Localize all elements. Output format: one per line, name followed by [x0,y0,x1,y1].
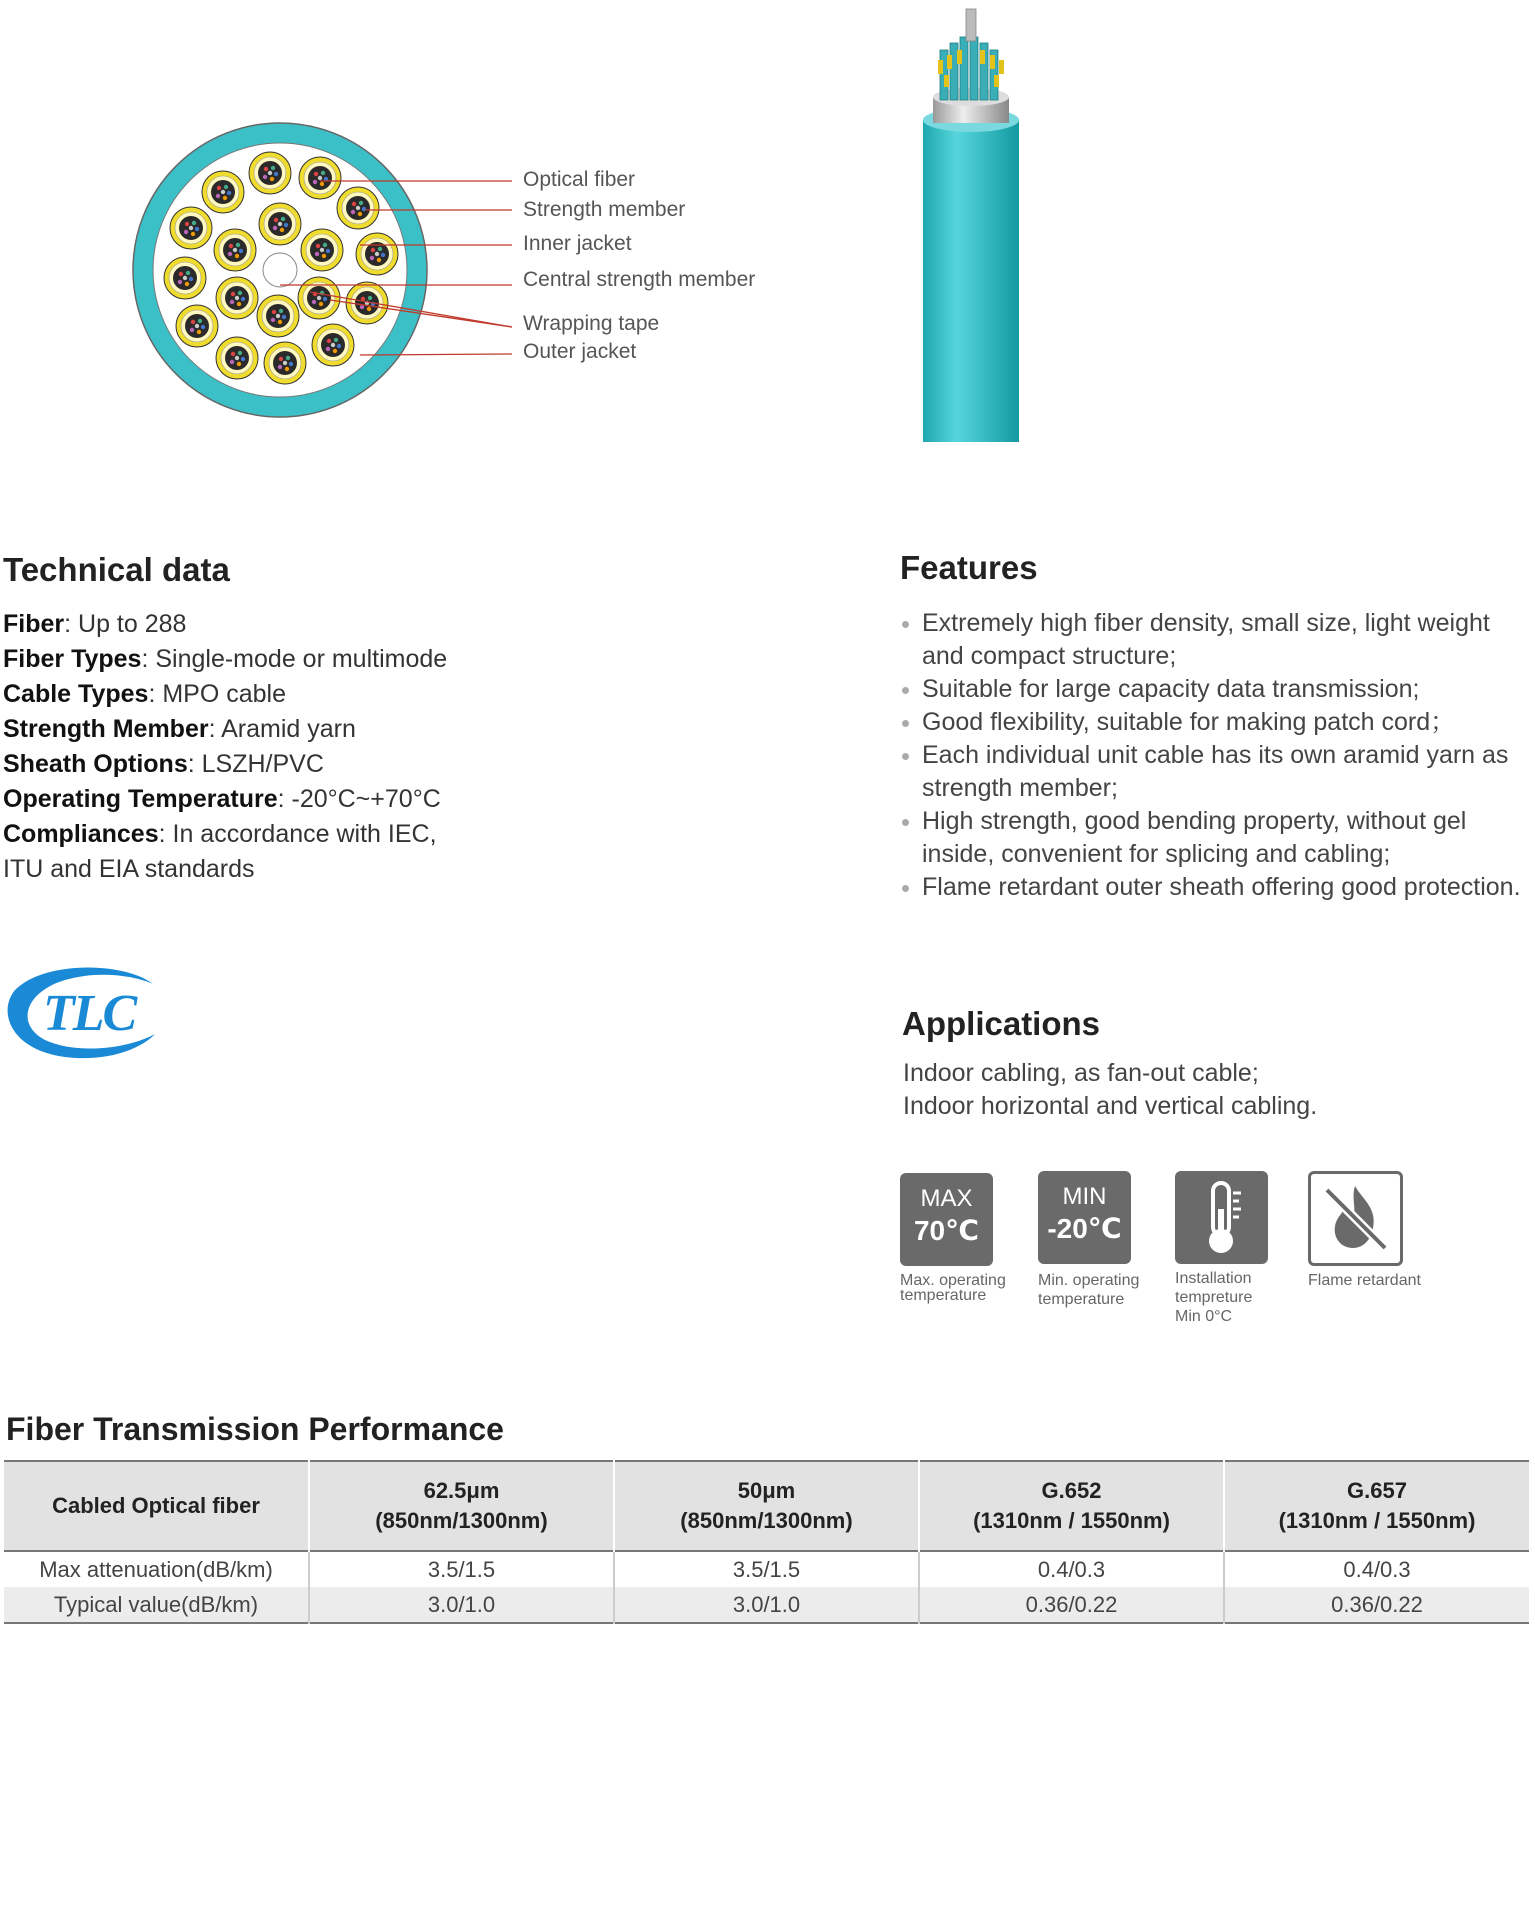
header-line2: (1310nm / 1550nm) [1278,1508,1476,1533]
feature-item: Flame retardant outer sheath offering good protection. [900,871,1535,904]
min-temp-icon-value: -20℃ [1047,1213,1122,1244]
flame-retardant-label: Flame retardant [1308,1272,1421,1289]
install-temp-label-line1: Installation [1175,1270,1252,1287]
application-line: Indoor cabling, as fan-out cable; [903,1059,1259,1087]
min-temp-badge [1038,1171,1139,1309]
tech-row-compliances-continued: ITU and EIA standards [3,855,255,883]
header-line1: 62.5μm [423,1478,500,1503]
install-temp-label [1175,1269,1268,1326]
callout-wrapping-tape: Wrapping tape [523,312,660,335]
table-header-row [4,1461,1529,1551]
install-temp-label-line3: Min 0°C [1175,1308,1233,1325]
table-header-cell [4,1461,309,1551]
max-temp-label-line2: temperature [900,1287,987,1304]
feature-item: Each individual unit cable has its own aramid yarn as strength member; [900,739,1522,805]
table-header-cell [919,1461,1224,1551]
applications-heading: Applications [902,1005,1101,1042]
performance-table [4,1460,1529,1624]
tech-row-fiber-types: Fiber Types: Single-mode or multimode [3,645,448,673]
header-line2: (850nm/1300nm) [375,1508,548,1533]
table-header-cell [614,1461,919,1551]
features-heading: Features [900,549,1038,586]
header-line2: (850nm/1300nm) [680,1508,853,1533]
tlc-logo-text: TLC [43,985,136,1042]
table-cell: 3.0/1.0 [614,1587,919,1623]
tech-row-compliances: Compliances: In accordance with IEC, [3,820,437,848]
table-cell: 0.4/0.3 [919,1551,1224,1587]
table-cell: Typical value(dB/km) [4,1587,309,1623]
flame-glyph [1311,1174,1400,1263]
callout-optical-fiber: Optical fiber [523,168,636,191]
thermometer-icon [1175,1171,1268,1264]
header-line1: 50μm [737,1478,796,1503]
callout-outer-jacket: Outer jacket [523,340,637,363]
max-temp-badge [900,1173,1006,1305]
thermometer-glyph [1175,1171,1268,1264]
table-cell: 3.0/1.0 [309,1587,614,1623]
feature-item: Suitable for large capacity data transmission; [900,673,1535,706]
application-line: Indoor horizontal and vertical cabling. [903,1092,1318,1120]
max-temp-label [900,1271,1006,1305]
min-temp-icon [1038,1171,1131,1264]
feature-item: High strength, good bending property, without gel inside, convenient for splicing and cabling; [900,805,1534,871]
min-temp-label-line2: temperature [1038,1291,1125,1308]
min-temp-label-line1: Min. operating [1038,1272,1140,1289]
technical-data-list [3,607,447,887]
tech-row-strength-member: Strength Member: Aramid yarn [3,715,356,743]
applications-list [903,1057,1317,1123]
feature-item: Good flexibility, suitable for making patch cord； [900,706,1535,739]
max-temp-label-line1: Max. operating [900,1272,1006,1289]
cable-product-render [900,5,1030,445]
min-temp-icon-top: MIN [1062,1183,1107,1210]
flame-retardant-badge [1308,1171,1421,1290]
table-cell: 0.36/0.22 [919,1587,1224,1623]
tech-row-sheath-options: Sheath Options: LSZH/PVC [3,750,324,778]
tech-row-operating-temperature: Operating Temperature: -20°C~+70°C [3,785,441,813]
header-line1: G.657 [1347,1478,1407,1503]
table-cell: 0.4/0.3 [1343,1556,1411,1582]
header-line1: G.652 [1041,1478,1102,1503]
tlc-logo [5,962,155,1062]
max-temp-icon [900,1173,993,1266]
table-cell: 3.5/1.5 [309,1551,614,1587]
features-list [900,607,1535,904]
performance-heading: Fiber Transmission Performance [6,1411,504,1447]
max-temp-icon-top: MAX [920,1185,973,1212]
install-temp-label-line2: tempreture [1175,1289,1253,1306]
table-cell: 0.36/0.22 [1224,1587,1529,1623]
technical-data-heading: Technical data [3,551,230,588]
min-temp-label [1038,1271,1139,1309]
callout-strength-member: Strength member [523,198,686,221]
table-header-cell [309,1461,614,1551]
install-temp-badge [1175,1171,1268,1326]
header-line2: (1310nm / 1550nm) [973,1508,1170,1533]
callout-leader-lines [250,160,520,360]
flame-retardant-icon [1308,1171,1403,1266]
callout-inner-jacket: Inner jacket [523,232,632,255]
tech-row-fiber: Fiber: Up to 288 [3,610,187,638]
feature-item: Extremely high fiber density, small size, light weight and compact structure; [900,607,1522,673]
table-row [4,1551,1529,1587]
callout-central-strength-member: Central strength member [523,268,756,291]
table-header-cell [1224,1461,1529,1551]
table-cell: Max attenuation(dB/km) [4,1551,309,1587]
header-text: Cabled Optical fiber [52,1493,260,1518]
table-cell: 3.5/1.5 [614,1551,919,1587]
table-row [4,1587,1529,1623]
tech-row-cable-types: Cable Types: MPO cable [3,680,286,708]
max-temp-icon-value: 70℃ [913,1215,980,1246]
